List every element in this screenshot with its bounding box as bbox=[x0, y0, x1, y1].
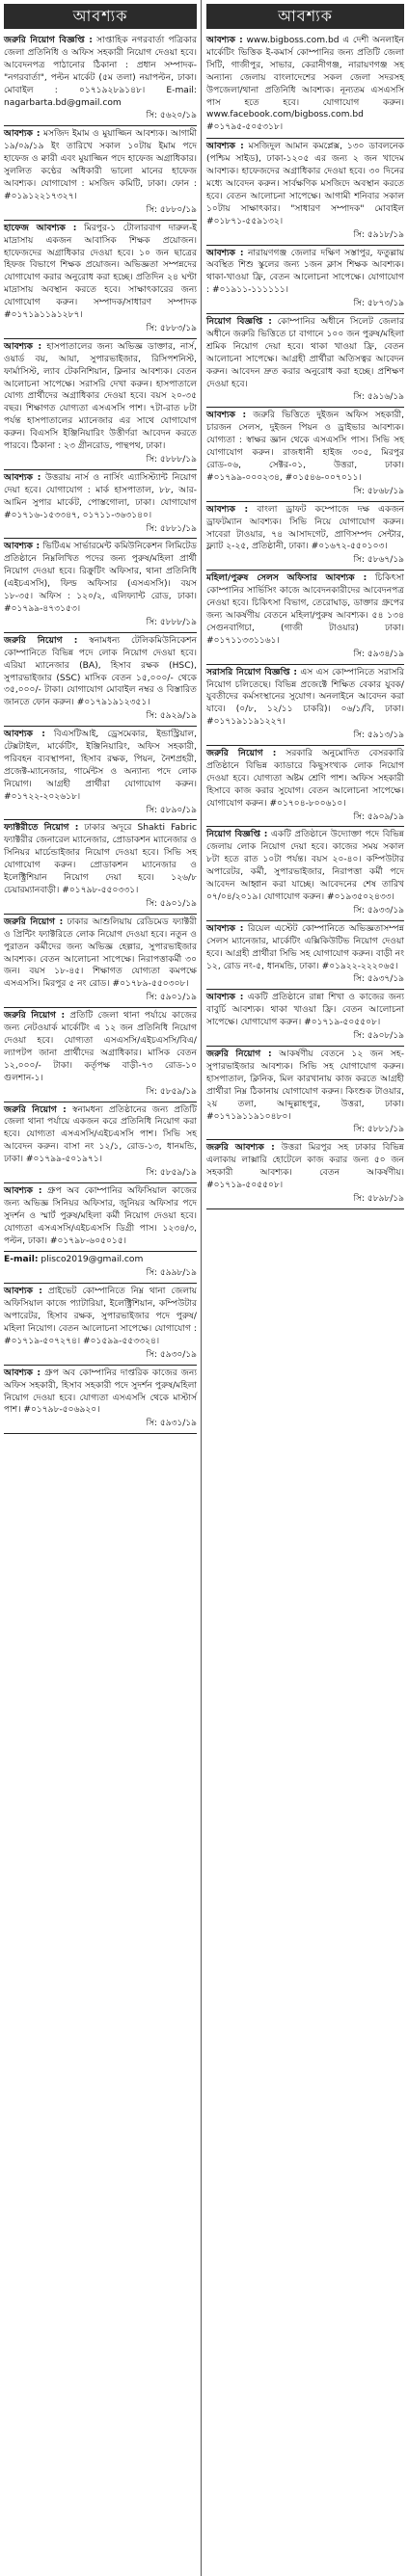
ad-code: সি: ৫৮৮১/১৯ bbox=[146, 523, 197, 534]
ad-code: সি: ৫৯৩৩/১৯ bbox=[353, 905, 404, 916]
ad-text bbox=[4, 35, 197, 109]
ad-lead: মহিলা/পুরুষ সেলস অফিসার আবশ্যক : bbox=[206, 573, 367, 584]
classified-ad bbox=[206, 139, 404, 245]
ad-lead: আবশ্যক : bbox=[4, 1287, 42, 1297]
ad-text bbox=[206, 410, 404, 484]
ad-lead: আবশ্যক : bbox=[206, 36, 243, 45]
ad-body: উত্তরা মিরপুর সহ ঢাকার বিভিন্ন এলাকায় লাক্সারি হোটেলে কাজ করার জন্য ৫০ জন সহকারী আবশ্যক। বেতন আকর্ষণীয়। #০১৭১৯-৫০৫৫০৮। bbox=[206, 1143, 404, 1191]
ad-code: সি: ৫৯৩০/১৯ bbox=[146, 1349, 197, 1360]
ad-code: সি: ৫৮৫৯/১৯ bbox=[146, 1168, 197, 1179]
ad-code: সি: ৫৮৫৯/১৯ bbox=[146, 1086, 197, 1097]
ad-text bbox=[4, 128, 197, 202]
ad-code: সি: ৫৯০১/১৯ bbox=[146, 898, 197, 909]
ad-code: সি: ৫৮৯৮/১৯ bbox=[353, 1193, 404, 1204]
ad-lead: জরুরি নিয়োগ : bbox=[206, 749, 277, 759]
ad-lead: আবশ্যক : bbox=[4, 341, 42, 352]
ad-body: রিয়েল এস্টেট কোম্পানিতে অভিজ্ঞতাসম্পন্ন সেলস ম্যানেজার, মার্কেটিং এক্সিকিউটিভ নিয়োগ দেওয়া হবে। আগ্রহী প্রার্থীরা সিভি সহ যোগাযোগ করুন। বাড়ী নং ১২, রোড নং-৫, ধানমন্ডি, ঢাকা। #০১৯২২-২২২০৬৫। bbox=[206, 923, 404, 971]
ad-text bbox=[206, 829, 404, 903]
ad-lead: জরুরি নিয়োগ : bbox=[206, 1049, 272, 1059]
classified-ad bbox=[206, 827, 404, 920]
classified-ad bbox=[4, 33, 197, 126]
ad-text bbox=[206, 504, 404, 554]
classified-ad bbox=[206, 408, 404, 501]
ad-text bbox=[206, 248, 404, 298]
ad-body: সাপ্তাহিক নগরবার্তা পত্রিকার জেলা প্রতিনিধি ও অফিস সহকারী নিয়োগ দেওয়া হবে। আবেদনপত্র পাঠানোর ঠিকানা : প্রধান সম্পাদক-"নগরবার্তা", পল্টন মার্কেট (৫ম তলা) নয়াপল্টন, ঢাকা। মোবাইল : ০১৭১৯২৮৯১৪৮। E-mail: nagarbarta.bd@gmail.com bbox=[4, 36, 197, 108]
ad-code: সি: ৫৯০৯/১৯ bbox=[353, 811, 404, 822]
ad-lead: নিয়োগ বিজ্ঞপ্তি : bbox=[206, 830, 268, 840]
ad-code: সি: ৫৯৩৪/১৯ bbox=[353, 649, 404, 659]
classified-ad bbox=[206, 1047, 404, 1140]
ad-text bbox=[206, 572, 404, 647]
ad-lead: নিয়োগ বিজ্ঞপ্তি : bbox=[206, 317, 272, 328]
ad-body: এস এস কোম্পানিতে সরাসরি নিয়োগ চলিতেছে। বিভিন্ন প্রজেক্টে শিক্ষিত বেকার যুবক/যুবতীদের কর্মসংস্থানের সুযোগ। অনলাইনে আবেদন করা যাবে। (০/৮, ১২/১১ চাকরি)। ০৬/১/বি, ঢাকা। #০১৭১৯১১৯১২২৭। bbox=[206, 667, 404, 728]
ad-text bbox=[4, 916, 197, 991]
ad-body: ঢাকার অদূরে Shakti Fabric ফ্যাক্টরীর জেনারেল ম্যানেজার, প্রোডাকশন ম্যানেজার ও সিনিয়র মার্চেন্ডাইজার নিয়োগ দেওয়া হবে। সিভি সহ যোগাযোগ করুন। প্রোডাকশন ম্যানেজার ও ইলেক্ট্রিশিয়ান নিয়োগ দেয়া হবে। ১২৬/৮ চেয়ারম্যানবাড়ী। #০১৭৯৮-৫৫০৩৩১। bbox=[4, 823, 197, 895]
ad-text bbox=[4, 1010, 197, 1084]
classified-ad bbox=[206, 33, 404, 139]
ad-lead: জরুরি আবশ্যক : bbox=[206, 1143, 275, 1154]
ad-lead: সরাসরি নিয়োগ বিজ্ঞপ্তি : bbox=[206, 667, 297, 677]
ad-body: জরুরি ভিত্তিতে দুইজন অফিস সহকারী, চারজন সেলস, দুইজন পিয়ন ও ড্রাইভার আবশ্যক। যোগ্যতা : স্বাক্ষর জ্ঞান থেকে এসএসসি পাস। সিভি সহ যোগাযোগ করুন। রাজধানী হাইজ ৩০৫, মিরপুর রোড-০৬, সেক্টর-০১, উত্তরা, ঢাকা। #০১৭৯৯-০০০২৩৪, #০১৫৪৬-০০৭০১১। bbox=[206, 411, 404, 483]
ad-body: আকর্ষণীয় বেতনে ১২ জন সহ-সুপারভাইজার আবশ্যক। সিভি সহ যোগাযোগ করুন। হাসপাতাল, ক্লিনিক, মিল কারখানায় কাজ করতে আগ্রহী প্রার্থীরা নিম্ন ঠিকানায় যোগাযোগ করুন। কিংশুক টাওয়ার, ২য় তলা, আব্দুল্লাহপুর, উত্তরা, ঢাকা। #০১৭১৯১১৯১০৪৮০। bbox=[206, 1049, 404, 1122]
ad-lead: আবশ্যক : bbox=[4, 1368, 41, 1378]
ad-lead: আবশ্যক : bbox=[206, 923, 244, 934]
ad-body: www.bigboss.com.bd এ দেশী অনলাইন মার্কেটিং ভিত্তিক ই-কমার্স কোম্পানির জন্য প্রতিটি জেলা সিটি, গাজীপুর, সাভার, কেরানীগঞ্জ, নারায়ণগঞ্জ সহ অন্যান্য জেলায় বাংলাদেশের সকল জেলা সদরসহ উপজেলা/থানা প্রতিনিধি আবশ্যক। নূন্যতম এসএসসি পাস হতে হবে। যোগাযোগ করুন। www.facebook.com/bigboss.com.bd #০১৭৯৫-৫০৫৩১৮। bbox=[206, 36, 404, 133]
ad-body: একটি প্রতিষ্ঠানে উদ্যোক্তা পদে বিভিন্ন জেলায় লোক নিয়োগ দেয়া হবে। কাজের সময় সকাল ৮টা হতে রাত ১০টা পর্যন্ত। বয়স ২০-৪০। কম্পিউটার অপারেটর, কর্মী, সুপারভাইজার, নিরাপত্তা কর্মী পদে আবেদন আহ্বান করা যাচ্ছে। আবেদনের শেষ তারিখ ০৭/০৪/২০১৯। যোগাযোগ করুন। #০১৯৩৫০২৪৩৩। bbox=[206, 830, 404, 902]
ad-text bbox=[4, 635, 197, 709]
ad-lead: জরুরি নিয়োগ : bbox=[4, 1011, 66, 1022]
right-column-header: আবশ্যক bbox=[206, 4, 404, 29]
ad-body: মসজিদুল আমান কমপ্লেক্স, ১৩০ ডাবলনেক (পশ্চিম সাইড), ঢাকা-১২০৫ এর জন্য ২ জন খাদেম আবশ্যক। হাফেজদের অগ্রাধিকার দেওয়া হবে। ৩০ দিনের মধ্যে আবেদন করুন। সার্বক্ষণিক মসজিদে অবস্থান করতে হবে। বেতন আলোচনা সাপেক্ষে। আগামী শনিবার সকাল ১০টায় সাক্ষাৎকার। "সাধারণ সম্পাদক" মোবাইল #০১৮৭১-৫৫৯১৩২। bbox=[206, 142, 404, 226]
ad-lead: আবশ্যক : bbox=[4, 542, 41, 552]
ad-lead: আবশ্যক : bbox=[4, 129, 41, 140]
ad-body: স্বনামধন্য টেলিকমিউনিকেশন কোম্পানিতে বিভিন্ন পদে লোক নিয়োগ দেওয়া হবে। এরিয়া ম্যানেজার (BA), হিসাব রক্ষক (HSC), সুপারভাইজার (SSC) মাসিক বেতন ১৫,০০০/- থেকে ৩৫,০০০/- টাকা। যোগাযোগ মোবাইল নম্বর ও বিস্তারিত জানতে ফোন করুন। #০১৭৯১৯১২৩৫১। bbox=[4, 635, 197, 708]
ad-body: চিকিৎসা কোম্পানির সার্ভিসিং কাজে আবেদনকারীদের আবেদনপত্র নেওয়া হবে। চিকিৎসা বিভাগ, তেরোঘাড়, ডাক্তার গ্রুপের জন্য আকর্ষণীয় বেতনে মহিলা/পুরুষ আবশ্যক। ৫৪ ১৩৪ সেগুনবাগিচা, (গাজী টাওয়ার) ঢাকা। #০১৭১১৩৩১১৬১। bbox=[206, 573, 404, 646]
ad-code: সি: ৫৮৬৮/১৯ bbox=[353, 486, 404, 496]
classified-ad bbox=[4, 915, 197, 1008]
ad-text bbox=[206, 748, 404, 810]
classified-ad bbox=[206, 990, 404, 1047]
ad-lead: আবশ্যক : bbox=[206, 411, 247, 421]
ad-body: হাসপাতালের জন্য অভিজ্ঞ ডাক্তার, নার্স, ওয়ার্ড বয়, আয়া, সুপারভাইজার, রিসিপশনিস্ট, ফার্মাসিস্ট, ল্যাব টেকনিশিয়ান, ক্লিনার আবশ্যক। বেতন আলোচনা সাপেক্ষে। সরাসরি দেখা করুন। হাসপাতালে যোগ্য প্রার্থীদের অগ্রাধিকার দেওয়া হবে। বয়স ২০-৩৫ বছর। শিক্ষাগত যোগ্যতা এসএসসি পাশ। ৭টা-রাত ৮টা পর্যন্ত হাসপাতালের ম্যানেজার এর সাথে যোগাযোগ করুন। বিএসসি ইঞ্জিনিয়ারিং উত্তীর্ণরা আবেদন করতে পারবে। ঠিকানা : ২৩ গ্রীনরোড, পান্থপথ, ঢাকা। bbox=[4, 341, 197, 452]
ad-text bbox=[4, 822, 197, 896]
ad-body: প্রতিটি জেলা থানা পর্যায়ে কাজের জন্য নেটওয়ার্ক মার্কেটিং এ ১২ জন প্রতিনিধি নিয়োগ দেওয়া হবে। যোগ্যতা এসএসসি/এইচএসসি/বিএ/ল্যাপটপ জানা প্রার্থীদের অগ্রাধিকার। মাসিক বেতন ১২,০০০/- টাকা। কর্তৃপক্ষ বাড়ী-৭৩ রোড-১০ গুলশান-১। bbox=[4, 1011, 197, 1083]
ad-body: গ্রুপ অব কোম্পানির অফিসিয়াল কাজের জন্য অভিজ্ঞ সিনিয়র অফিসার, জুনিয়র অফিসার পদে সুদর্শন ও স্মার্ট পুরুষ/মহিলা কর্মী নিয়োগ দেওয়া হবে। যোগ্যতা এসএসসি/এইচএসসি ডিগ্রী পাস। ১২৩৪/৩, পল্টন, ঢাকা। #০১৭৯৮-৬০৫০১৫। bbox=[4, 1185, 197, 1246]
classified-ad bbox=[4, 470, 197, 540]
classified-ad bbox=[4, 820, 197, 914]
ad-lead: আবশ্যক : bbox=[206, 142, 244, 152]
classified-ad bbox=[206, 246, 404, 315]
ad-body: স্বনামধন্য প্রতিষ্ঠানের জন্য প্রতিটি জেলা থানা পর্যায়ে একজন করে প্রতিনিধি নিয়োগ করা হবে। যোগ্যতা এসএসসি/এইচএসসি পাশ। সিভি সহ আবেদন করুন। বাসা নং ১২/১, রোড-১৩, ধানমন্ডি, ঢাকা। #০১৭৯৯-৫০১৯৭১। bbox=[4, 1104, 197, 1165]
classified-ad bbox=[4, 1102, 197, 1183]
ad-text bbox=[206, 141, 404, 227]
ad-body: ঢাকার আশুলিয়ায় রেডিমেড ফ্যাক্টরী ও প্রিন্টিং ফ্যাক্টরিতে লোক নিয়োগ দেওয়া হবে। নতুন ও পুরাতন কর্মীদের জন্য অভিজ্ঞ হেল্পার, সুপারভাইজার আবশ্যক। বেতন আলোচনা সাপেক্ষে। নিরাপত্তাকর্মী ৩০ জন। বয়স ১৮-৪৫। শিক্ষাগত যোগ্যতা কমপক্ষে এসএসসি। মিরপুর ৫ নং রোড। #০১৭৮৯-৫৫০৩০৮। bbox=[4, 916, 197, 990]
ad-lead: আবশ্যক : bbox=[4, 472, 41, 483]
ad-text bbox=[4, 1185, 197, 1248]
ad-body: একটি প্রতিষ্ঠানে রান্না শিখা ও কাজের জন্য বাবুর্চি আবশ্যক। থাকা খাওয়া ফ্রি। বেতন আলোচনা সাপেক্ষে। যোগাযোগ করুন। #০১৭১৯-৫০৫৫০৮। bbox=[206, 993, 404, 1028]
ad-text bbox=[4, 341, 197, 453]
ad-lead: হাফেজ আবশ্যক : bbox=[4, 223, 77, 233]
ad-body: গ্রুপ অব কোম্পানির দাপ্তরিক কাজের জন্য অফিস সহকারী, হিসাব সহকারী পদে সুদর্শন পুরুষ/মহিলা নিয়োগ দেওয়া হবে। যোগ্যতা এসএসসি থেকে মাস্টার্স পাশ। #০১৭৯৮-৫০৬৯২০। bbox=[4, 1368, 197, 1416]
ad-body: plisco2019@gmail.com bbox=[41, 1255, 144, 1265]
ad-body: উত্তরায় নার্স ও নার্সিং এ্যাসিস্ট্যান্ট নিয়োগ দেয়া হবে। যোগাযোগ : মার্ক হাসপাতাল, ৮৮, আর-আমিন সুপার মার্কেট, পোস্তগোলা, ঢাকা। যোগাযোগ #০১৭১৬-১৫৩৩৪৭, ০১৭১১-৩৬৩১৪০। bbox=[4, 472, 197, 520]
ad-code: সি: ৫৯৩৭/১৯ bbox=[353, 974, 404, 985]
ad-body: ভিটিএম সার্ভারমেন্ট কমিউনিকেশন লিমিটেড প্রতিষ্ঠানে নিম্নলিখিত পদের জন্য পুরুষ/মহিলা প্রার্থী নিয়োগ দেওয়া হবে। রিক্রুটিং অফিসার, থানা প্রতিনিধি (এইচএসসি), ফিল্ড অফিসার (এসএসসি)। বয়স ১৮-৩৫। অফিস : ১২০/২, এলিফ্যান্ট রোড, ঢাকা। #০১৭৯৯-৪৭৩১৫৩। bbox=[4, 542, 197, 614]
ad-code: সি: ৫৮৮৮/১৯ bbox=[146, 455, 197, 465]
ad-code: সি: ৫৮৯০/১৯ bbox=[146, 805, 197, 815]
ad-code: সি: ৫৮৮০/১৯ bbox=[146, 204, 197, 215]
ad-lead: E-mail: bbox=[4, 1255, 39, 1265]
classified-ad bbox=[4, 126, 197, 220]
classified-ad bbox=[4, 1252, 197, 1284]
ad-code: সি: ৫৯২৯/১৯ bbox=[146, 711, 197, 722]
classified-ad bbox=[4, 539, 197, 632]
ad-body: কোম্পানির অধীনে সিলেট জেলার অধীনে জরুরি ভিত্তিতে চা বাগানে ১০০ জন পুরুষ/মহিলা শ্রমিক নিয়োগ দেয়া হবে। থাকা খাওয়া ফ্রি, বেতন আলোচনা সাপেক্ষে। আগ্রহী প্রার্থীরা অতিসত্বর আবেদন করুন। আবেদন দ্রুত করার অনুরোধ করা হচ্ছে। প্রশিক্ষণ দেওয়া হবে। bbox=[206, 317, 404, 389]
classified-ad bbox=[4, 633, 197, 727]
classified-ad bbox=[206, 571, 404, 664]
ad-text bbox=[206, 923, 404, 973]
ad-code: সি: ৫৯০১/১৯ bbox=[146, 993, 197, 1003]
ad-lead: আবশ্যক : bbox=[4, 730, 45, 740]
classified-ad bbox=[206, 746, 404, 827]
left-column bbox=[0, 0, 202, 2576]
ad-text bbox=[206, 316, 404, 390]
ad-code: সি: ৫৮৭৩/১৯ bbox=[353, 299, 404, 309]
classified-ad bbox=[4, 339, 197, 470]
classified-ad bbox=[4, 1366, 197, 1435]
ad-code: সি: ৫৮৮৮/১৯ bbox=[146, 617, 197, 627]
ad-text bbox=[4, 541, 197, 615]
ad-text bbox=[4, 1254, 197, 1266]
ad-text bbox=[206, 1142, 404, 1192]
ad-lead: আবশ্যক : bbox=[4, 1185, 42, 1196]
ad-text bbox=[206, 667, 404, 730]
ad-code: সি: ৫৯৯৮/১৯ bbox=[146, 1268, 197, 1279]
right-column bbox=[202, 0, 408, 2576]
right-ads-list bbox=[206, 33, 404, 1209]
ad-text bbox=[4, 1286, 197, 1348]
ad-lead: জরুরি নিয়োগ বিজ্ঞপ্তি : bbox=[4, 36, 93, 45]
ad-body: মিরপুর-১ টোলারবাগ দারুল-ই মাদ্রাসায় একজন আবাসিক শিক্ষক প্রয়োজন। হাফেজদের অগ্রাধিকার দেওয়া হবে। ১০ জন ছাত্রের হিফজ বিভাগে শিক্ষক প্রয়োজন। অভিজ্ঞতা সম্পন্নদের যোগাযোগ করার অনুরোধ করা হচ্ছে। প্রতিদিন ২৪ ঘণ্টা মাদ্রাসায় অবস্থান করতে হবে। সাক্ষাৎকারের জন্য যোগাযোগ করুন। সম্পাদক/সাধারণ সম্পাদক #০১৭১৯১১৯১২৮৭। bbox=[4, 223, 197, 321]
classified-ad bbox=[4, 1284, 197, 1365]
ad-body: প্রাইভেট কোম্পানিতে নিম্ন থানা জেলায় অফিসিয়াল কাজে প্যাটারিয়া, ইলেক্ট্রিশিয়ান, কম্পিউটার অপারেটর, হিসাব রক্ষক, সুপারভাইজার পদে পুরুষ/মহিলা নিয়োগ। বেতন আলোচনা সাপেক্ষে। যোগাযোগ : #০১৭১৯-৫০৭২৭৪। #০১৫৯৯-৫৫৩৩২৪। bbox=[4, 1287, 197, 1346]
ad-text bbox=[4, 729, 197, 803]
classified-ad bbox=[206, 314, 404, 408]
ad-body: সরকারি অনুমোদিত বেসরকারি প্রতিষ্ঠানে বিভিন্ন ক্যাডারে কিছুসংখ্যক লোক নিয়োগ দেওয়া হবে। যোগ্যতা অষ্টম শ্রেণি পাশ। অফিস সহকারী হিসাবে কাজ করার সুযোগ। বেতন আলোচনা সাপেক্ষে। যোগাযোগ করুন। #০১৭০৪-৮০০৬১০। bbox=[206, 749, 404, 809]
ad-code: সি: ৫৮৮৩/১৯ bbox=[146, 323, 197, 333]
ad-body: বিএসটিআই, ড্রেসমেকার, ইন্ডাস্ট্রিয়াল, টেক্সটাইল, মার্কেটিং, ইঞ্জিনিয়ারিং, অফিস সহকারী, পরিবহন ব্যবস্থাপনা, হিসাব রক্ষক, পিয়ন, নৈশপ্রহরী, প্রজেক্ট-ম্যানেজার, গার্মেন্টস ও অন্যান্য পদে লোক নিয়োগ। আগ্রহী প্রার্থীরা যোগাযোগ করুন। #০১৭২২-২০২৬১৮। bbox=[4, 730, 197, 802]
ad-lead: জরুরি নিয়োগ : bbox=[4, 635, 78, 646]
ad-text bbox=[4, 223, 197, 322]
ad-text bbox=[206, 35, 404, 134]
ad-code: সি: ৫৮৮১/১৯ bbox=[353, 1125, 404, 1135]
ad-lead: জরুরি নিয়োগ : bbox=[4, 916, 64, 927]
ad-code: সি: ৫৯৩১/১৯ bbox=[146, 1419, 197, 1429]
classified-ad bbox=[206, 665, 404, 746]
ad-lead: আবশ্যক : bbox=[206, 248, 244, 258]
classified-ad bbox=[4, 727, 197, 820]
ad-lead: আবশ্যক : bbox=[206, 504, 249, 515]
classified-ad bbox=[4, 221, 197, 339]
ad-text bbox=[4, 1104, 197, 1167]
ad-code: সি: ৫৯১৬/১৯ bbox=[353, 392, 404, 403]
ad-code: সি: ৫৯০৮/১৯ bbox=[353, 1031, 404, 1042]
ad-text bbox=[4, 472, 197, 522]
classified-ad bbox=[4, 1183, 197, 1253]
ad-code: সি: ৫৯১৮/১৯ bbox=[353, 229, 404, 240]
ad-lead: আবশ্যক : bbox=[206, 993, 244, 1003]
classified-ad bbox=[206, 502, 404, 571]
left-ads-list bbox=[4, 33, 197, 1434]
ad-lead: ফ্যাক্টরীতে নিয়োগ : bbox=[4, 823, 79, 834]
left-column-header: আবশ্যক bbox=[4, 4, 197, 29]
ad-text bbox=[206, 1049, 404, 1123]
ad-code: সি: ৫৯১৩/১৯ bbox=[353, 730, 404, 741]
ad-code: সি: ৫৮৬৭/১৯ bbox=[353, 555, 404, 566]
ad-lead: জরুরি নিয়োগ : bbox=[4, 1104, 67, 1115]
ad-body: মসজিদ ইমাম ও মুয়াজ্জিন আবশ্যক। আগামী ১৯/০৯/১৯ ইং তারিখে সকাল ১০টায় ইমাম পদে হাফেজ ও ক্বারী এবং মুয়াজ্জিন পদে হাফেজ অগ্রাধিকার। সুললিত কণ্ঠের অধিকারী ভালো মানের হাফেজ আবশ্যক। যোগাযোগ : মসজিদ কমিটি, ঢাকা। ফোন : #০১৯১২২১৭৩২৭। bbox=[4, 129, 197, 201]
classified-ad bbox=[4, 1008, 197, 1102]
ad-body: বাংলা ড্রাফট কম্পোজে দক্ষ একজন ড্রাফটম্যান আবশ্যক। সিভি নিয়ে যোগাযোগ করুন। সাবেরা টাওয়ার, ৭৪ আসাদগেট, প্রাণিসম্পদ সেন্টার, ফ্ল্যাট ২-২৫, প্রতিষ্ঠানী, ঢাকা। #০১৬৭২-৫৫০১০৩। bbox=[206, 504, 404, 552]
classified-ad bbox=[206, 921, 404, 991]
ad-body: নারায়ণগঞ্জ জেলার দক্ষিণ সস্তাপুর, ফতুল্লায় অবস্থিত শিশু স্কুলের জন্য ১জন ক্লাস শিক্ষক আবশ্যক। থাকা-খাওয়া ফ্রি, বেতন আলোচনা সাপেক্ষে। যোগাযোগ : #০১৯১১-১১১১১১। bbox=[206, 248, 404, 296]
classified-ad bbox=[206, 1140, 404, 1209]
ad-text bbox=[206, 992, 404, 1029]
ad-code: সি: ৫৬২০/১৯ bbox=[146, 111, 197, 121]
ad-text bbox=[4, 1368, 197, 1418]
